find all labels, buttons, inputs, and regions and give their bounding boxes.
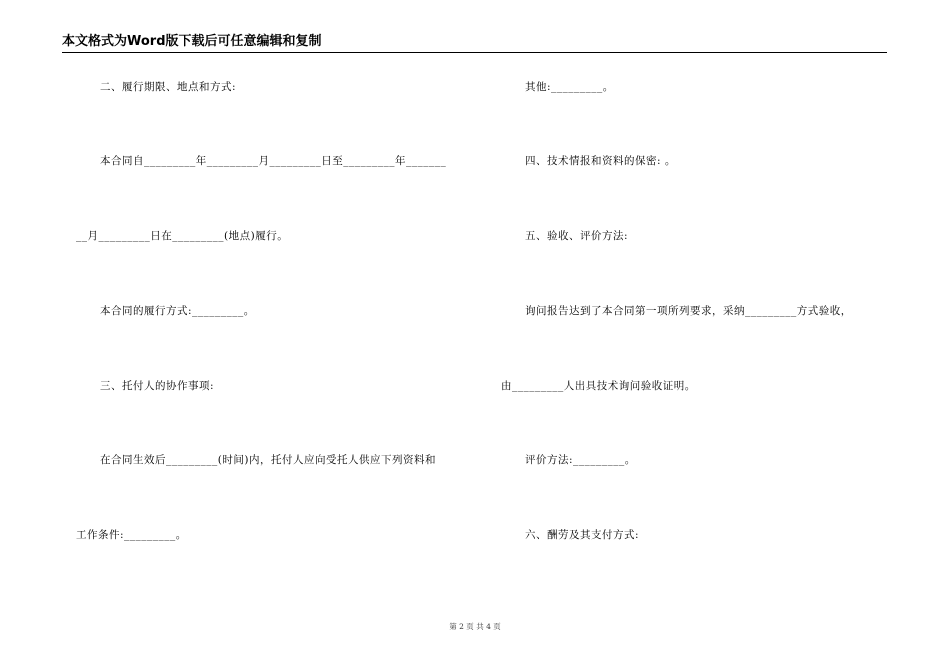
right-line-4: 询问报告达到了本合同第一项所列要求，采纳_________方式验收，	[525, 305, 852, 317]
left-line-7: 工作条件:_________。	[76, 529, 187, 541]
header-title: 本文格式为Word版下载后可任意编辑和复制	[62, 34, 322, 49]
left-line-5: 三、托付人的协作事项:	[100, 380, 215, 392]
right-line-7: 六、酬劳及其支付方式:	[525, 529, 640, 541]
right-line-6: 评价方法:_________。	[525, 454, 636, 466]
page-header	[62, 34, 887, 53]
left-line-2: 本合同自_________年_________月_________日至_________年_______	[100, 155, 447, 167]
page-footer: 第 2 页 共 4 页	[449, 622, 501, 631]
left-line-3: __月_________日在_________(地点)履行。	[76, 230, 289, 242]
right-line-1: 其他:_________。	[525, 81, 614, 93]
right-line-3: 五、验收、评价方法:	[525, 230, 629, 242]
left-line-4: 本合同的履行方式:_________。	[100, 305, 255, 317]
left-line-1: 二、履行期限、地点和方式:	[100, 81, 237, 93]
left-line-6: 在合同生效后_________(时间)内，托付人应向受托人供应下列资料和	[100, 454, 436, 466]
right-line-5: 由_________人出具技术询问验收证明。	[501, 380, 696, 392]
right-line-2: 四、技术情报和资料的保密: 。	[525, 155, 676, 167]
